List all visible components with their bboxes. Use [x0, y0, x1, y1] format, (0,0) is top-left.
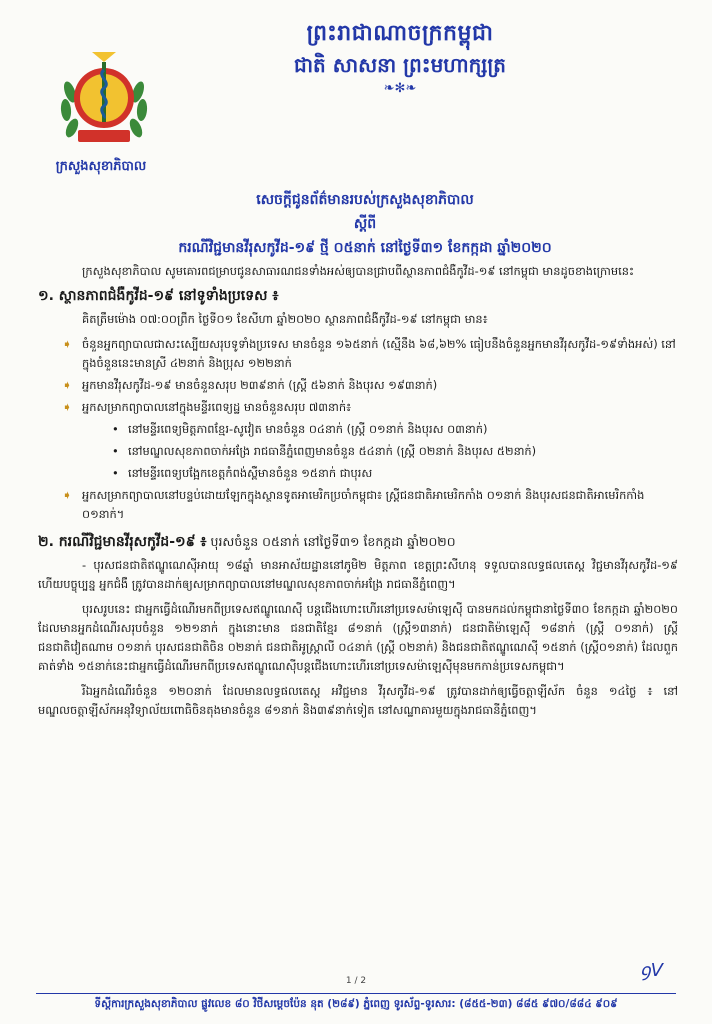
list-item: ➧ ចំនួនអ្នកព្យាបាលជាសះស្បើយសរុបទូទាំងប្រទេស មានចំនួន ១៦៥នាក់ (ស្មើនឹង ៦៨,៦២% ធៀបនឹងចំនួនអ្នកមានវីរុសកូវីដ-១៩ទាំងអស់) នៅក្នុងចំនួននេះមានស្រី ៤២នាក់ និងប្រុស ១២២នាក់	[62, 337, 676, 370]
initials-signature: ꝯV	[640, 960, 663, 981]
sub-list-item: • នៅមន្ទីរពេទ្យបង្អែកខេត្តកំពង់ស្ពឺមានចំនួន ១៥នាក់ ជាបុរស	[38, 464, 678, 483]
page-number: 1 / 2	[345, 976, 367, 986]
title-line-3: ករណីវិជ្ជមានវីរុសកូវីដ-១៩ ថ្មី ០៥នាក់ នៅថ្ងៃទី៣១ ខែកក្កដា ឆ្នាំ២០២០	[178, 240, 552, 256]
intro-paragraph: ក្រសួងសុខាភិបាល សូមគោរពជម្រាបជូនសាធារណជនទាំងអស់ឲ្យបានជ្រាបពីស្ថានភាពជំងឺកូវីដ-១៩ នៅកម្ពុជា មានដូចខាងក្រោមនេះ	[82, 264, 634, 278]
kingdom-motto	[230, 18, 570, 98]
title-line-2: ស្តីពី	[353, 216, 377, 232]
arrow-bullet-icon: ➧	[62, 400, 73, 414]
footer-address: ទីស្តីការក្រសួងសុខាភិបាល ផ្លូវលេខ ៨០ វិថីសម្តេចប៉ែន នុត (២៨៩) ភ្នំពេញ ទូរស័ព្ទ-ទូរសារ: (៨៥៥-២៣) ៨៨៥ ៩៧០/៨៨៤ ៩០៩	[94, 998, 618, 1010]
section-1-heading: ១. ស្ថានភាពជំងឺកូវីដ-១៩ នៅទូទាំងប្រទេស ៖	[38, 288, 279, 304]
arrow-bullet-icon: ➧	[62, 488, 73, 502]
logo-ribbon	[78, 130, 130, 142]
ornament-divider: ❧✻❧	[383, 81, 417, 96]
ministry-name: ក្រសួងសុខាភិបាល	[55, 159, 147, 174]
section-1-lead: គិតត្រឹមម៉ោង ០៧:០០ព្រឹក ថ្ងៃទី០១ ខែសីហា ឆ្នាំ២០២០ ស្ថានភាពជំងឺកូវីដ-១៩ នៅកម្ពុជា មាន៖	[82, 312, 488, 326]
document-body	[38, 262, 678, 726]
arrow-bullet-icon: ➧	[62, 378, 73, 392]
section-2-heading: ២. ករណីវិជ្ជមានវីរុសកូវីដ-១៩ ៖ បុរសចំនួន ០៥នាក់ នៅថ្ងៃទី៣១ ខែកក្កដា ឆ្នាំ២០២០	[38, 534, 456, 550]
dot-bullet-icon: •	[112, 422, 119, 436]
document-title	[120, 188, 610, 260]
logo-crown	[92, 52, 116, 62]
list-item: ➧ អ្នកសម្រាកព្យាបាលនៅក្នុងមន្ទីរពេទ្យដ្ឋ មានចំនួនសរុប ៧៣នាក់៖	[38, 398, 678, 417]
section-2-paragraph-2: បុរសរូបនេះ ជាអ្នកធ្វើដំណើរមកពីប្រទេសឥណ្ឌូណេស៊ី បន្តជើងហោះហើរនៅប្រទេសម៉ាឡេស៊ី បានមកដល់កម្ពុជានាថ្ងៃទី៣០ ខែកក្កដា ឆ្នាំ២០២០ ដែលមានអ្នកដំណើរសរុបចំនួន ១២១នាក់ ក្នុងនោះមាន ជនជាតិខ្មែរ ៨១នាក់ (ស្ត្រី១៣នាក់) ជនជាតិម៉ាឡេស៊ី ១៨នាក់ (ស្ត្រី ០១នាក់) ស្ត្រីជនជាតិវៀតណាម ០១នាក់ បុរសជនជាតិចិន ០២នាក់ ជនជាតិអូស្ត្រាលី ០៤នាក់ (ស្ត្រី ០២នាក់) និងជនជាតិឥណ្ឌូណេស៊ី ១៥នាក់ (ស្ត្រី០១នាក់) ដែលពួកគាត់ទាំង ១៥នាក់នេះជាអ្នកធ្វើដំណើរមកពីប្រទេសឥណ្ឌូណេស៊ីបន្តជើងហោះហើរនៅប្រទេសម៉ាឡេស៊ីមុនមកកាន់ប្រទេសកម្ពុជា។	[38, 602, 678, 673]
title-line-1: សេចក្តីជូនព័ត៌មានរបស់ក្រសួងសុខាភិបាល	[256, 192, 474, 208]
section-2-subheading: បុរសចំនួន ០៥នាក់ នៅថ្ងៃទី៣១ ខែកក្កដា ឆ្នាំ២០២០	[210, 534, 456, 549]
sub-list-item: • នៅមណ្ឌលសុខភាពចាក់អង្រែ រាជធានីភ្នំពេញមានចំនួន ៥៤នាក់ (ស្ត្រី ០២នាក់ និងបុរស ៥២នាក់)	[38, 442, 678, 461]
list-item: ➧ អ្នកមានវីរុសកូវីដ-១៩ មានចំនួនសរុប ២៣៩នាក់ (ស្ត្រី ៥៦នាក់ និងបុរស ១៩៣នាក់)	[38, 376, 678, 395]
kingdom-title: ព្រះរាជាណាចក្រកម្ពុជា	[306, 21, 494, 46]
list-item: ➧ អ្នកសម្រាកព្យាបាលនៅបន្ទប់ដោយឡែកក្នុងស្ថានទូតអាមេរិកប្រចាំកម្ពុជា៖ ស្ត្រីជនជាតិអាមេរិកកាំង ០១នាក់ និងបុរសជនជាតិអាមេរិកកាំង ០១នាក់។	[62, 488, 645, 521]
nation-religion-king: ជាតិ សាសនា ព្រះមហាក្សត្រ	[294, 53, 506, 77]
section-2-paragraph-1: - បុរសជនជាតិឥណ្ឌូណេស៊ីអាយុ ១៨ឆ្នាំ មានអាស័យដ្ឋាននៅភូមិ២ មិត្តភាព ខេត្តព្រះសីហនុ ទទួលបានលទ្ធផលតេស្ត វិជ្ជមានវីរុសកូវីដ-១៩ ហើយបច្ចុប្បន្ន អ្នកជំងឺ ត្រូវបានដាក់ឲ្យសម្រាកព្យាបាលនៅមណ្ឌលសុខភាពចាក់អង្រែ រាជធានីភ្នំពេញ។	[38, 558, 678, 591]
arrow-bullet-icon: ➧	[62, 337, 73, 351]
dot-bullet-icon: •	[112, 444, 119, 458]
ministry-logo	[56, 40, 152, 152]
section-2-paragraph-3: រីឯអ្នកដំណើរចំនួន ១២០នាក់ ដែលមានលទ្ធផលតេស្ត អវិជ្ជមាន វីរុសកូវីដ-១៩ ត្រូវបានដាក់ឲ្យធ្វើចត្តាឡីស័ក ចំនួន ១៤ថ្ងៃ ៖ នៅមណ្ឌលចត្តាឡីស័កអនុវិទ្យាល័យពោធិចិនតុងមានចំនួន ៨១នាក់ និង៣៩នាក់ទៀត នៅសណ្ឋាគារមួយក្នុងរាជធានីភ្នំពេញ។	[38, 684, 678, 717]
sub-list-item: • នៅមន្ទីរពេទ្យមិត្តភាពខ្មែរ-សូវៀត មានចំនួន ០៤នាក់ (ស្ត្រី ០១នាក់ និងបុរស ០៣នាក់)	[38, 420, 678, 439]
footer-divider	[36, 993, 676, 994]
dot-bullet-icon: •	[112, 466, 119, 480]
